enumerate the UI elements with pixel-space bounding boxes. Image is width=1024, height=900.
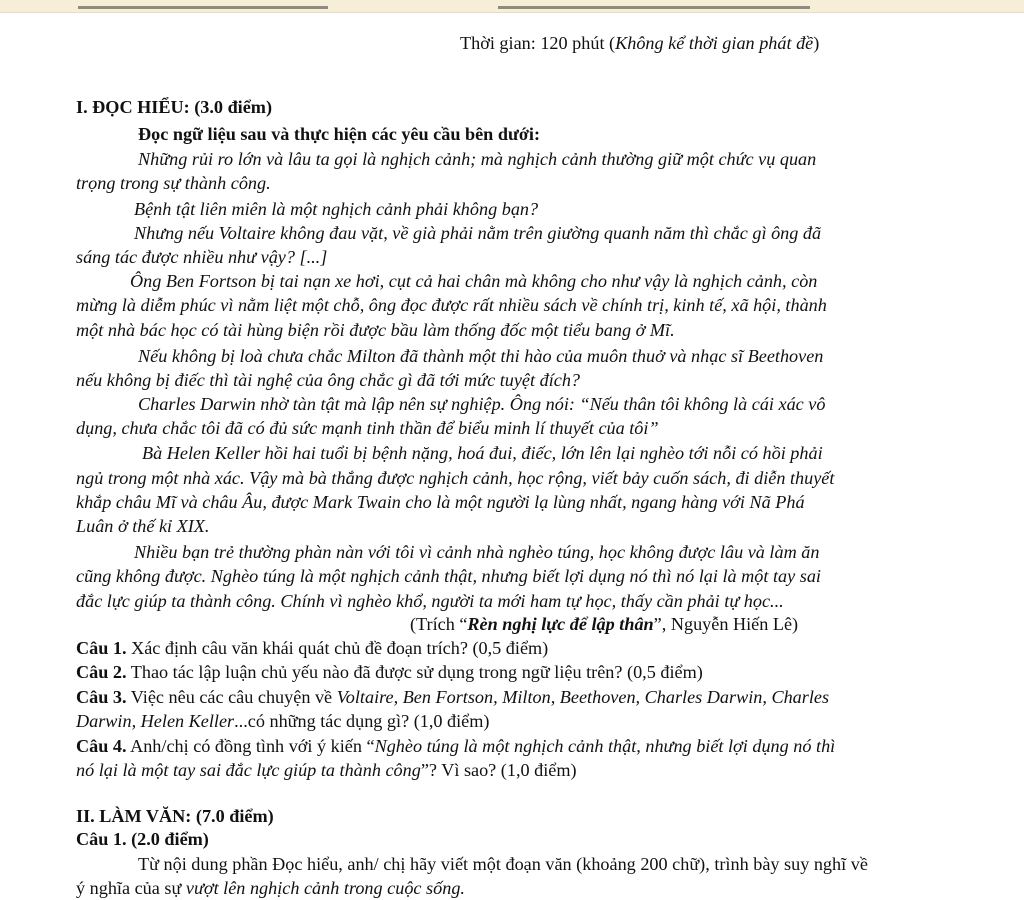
question-1: Câu 1. Xác định câu văn khái quát chủ đề đoạn trích? (0,5 điểm) bbox=[76, 638, 549, 658]
passage-line: khắp châu Mĩ và châu Âu, được Mark Twain cho là một người lạ lùng nhất, ngang hàng với Nã Phá bbox=[76, 492, 805, 512]
passage-line: cũng không được. Nghèo túng là một nghịch cảnh thật, nhưng biết lợi dụng nó thì nó lại là một tay sai bbox=[76, 566, 821, 586]
passage-line: ngủ trong một nhà xác. Vậy mà bà thắng được nghịch cảnh, học rộng, viết bảy cuốn sách, đi diễn thuyết bbox=[76, 468, 835, 488]
passage-line: đắc lực giúp ta thành công. Chính vì nghèo khổ, người ta mới ham tự học, thấy cần phải tự học... bbox=[76, 591, 784, 611]
section-1-instruction: Đọc ngữ liệu sau và thực hiện các yêu cầu bên dưới: bbox=[138, 124, 541, 144]
section-2-heading: II. LÀM VĂN: (7.0 điểm) bbox=[76, 806, 274, 826]
top-scan-edge bbox=[0, 0, 1024, 13]
passage-line: Charles Darwin nhờ tàn tật mà lập nên sự nghiệp. Ông nói: “Nếu thân tôi không là cái xác vô bbox=[138, 394, 826, 414]
question-3: Câu 3. Việc nêu các câu chuyện về Voltaire, Ben Fortson, Milton, Beethoven, Charles Darwin, Charles bbox=[76, 687, 830, 707]
passage-line: nếu không bị điếc thì tài nghệ của ông chắc gì đã tới mức tuyệt đích? bbox=[76, 370, 581, 390]
passage-line: Nhưng nếu Voltaire không đau vặt, về già phải nằm trên giường quanh năm thì chắc gì ông đã bbox=[134, 223, 822, 243]
cut-off-text-right bbox=[498, 6, 810, 9]
passage-line: Bệnh tật liên miên là một nghịch cảnh phải không bạn? bbox=[134, 199, 539, 219]
passage-line: Nếu không bị loà chưa chắc Milton đã thành một thi hào của muôn thuở và nhạc sĩ Beethoven bbox=[138, 346, 824, 366]
passage-line: Những rủi ro lớn và lâu ta gọi là nghịch cảnh; mà nghịch cảnh thường giữ một chức vụ quan bbox=[138, 149, 817, 169]
section-2-question-1-heading: Câu 1. (2.0 điểm) bbox=[76, 829, 209, 849]
section-2-question-1-text-cont: ý nghĩa của sự vượt lên nghịch cảnh trong cuộc sống. bbox=[76, 878, 465, 898]
passage-line: Ông Ben Fortson bị tai nạn xe hơi, cụt cả hai chân mà không cho như vậy là nghịch cảnh, còn bbox=[130, 271, 818, 291]
passage-line: Luân ở thế kỉ XIX. bbox=[76, 516, 210, 536]
passage-line: mừng là diễm phúc vì nằm liệt một chỗ, ông đọc được rất nhiều sách về chính trị, kinh tế, xã hội, thành bbox=[76, 295, 827, 315]
question-2: Câu 2. Thao tác lập luận chủ yếu nào đã được sử dụng trong ngữ liệu trên? (0,5 điểm) bbox=[76, 662, 703, 682]
passage-line: dụng, chưa chắc tôi đã có đủ sức mạnh tinh thần để biểu minh lí thuyết của tôi” bbox=[76, 418, 659, 438]
passage-line: trọng trong sự thành công. bbox=[76, 173, 271, 193]
passage-line: Nhiều bạn trẻ thường phàn nàn với tôi vì cảnh nhà nghèo túng, học không được lâu và làm ăn bbox=[134, 542, 820, 562]
passage-source: (Trích “Rèn nghị lực để lập thân”, Nguyễn Hiến Lê) bbox=[410, 614, 799, 634]
section-2-question-1-text: Từ nội dung phần Đọc hiểu, anh/ chị hãy viết một đoạn văn (khoảng 200 chữ), trình bày suy nghĩ về bbox=[138, 854, 868, 874]
passage-line: sáng tác được nhiều như vậy? [...] bbox=[76, 247, 328, 267]
exam-time: Thời gian: 120 phút (Không kể thời gian phát đề) bbox=[460, 33, 820, 53]
question-3-cont: Darwin, Helen Keller...có những tác dụng gì? (1,0 điểm) bbox=[76, 711, 490, 731]
question-4: Câu 4. Anh/chị có đồng tình với ý kiến “Nghèo túng là một nghịch cảnh thật, nhưng biết lợi dụng nó thì bbox=[76, 736, 836, 756]
passage-line: một nhà bác học có tài hùng biện rồi được bầu làm thống đốc một tiểu bang ở Mĩ. bbox=[76, 320, 675, 340]
cut-off-text-left bbox=[78, 6, 328, 9]
question-4-cont: nó lại là một tay sai đắc lực giúp ta thành công”? Vì sao? (1,0 điểm) bbox=[76, 760, 577, 780]
section-1-heading: I. ĐỌC HIỂU: (3.0 điểm) bbox=[76, 97, 273, 117]
passage-line: Bà Helen Keller hồi hai tuổi bị bệnh nặng, hoá đui, điếc, lớn lên lại nghèo tới nỗi có hồi phải bbox=[142, 443, 823, 463]
